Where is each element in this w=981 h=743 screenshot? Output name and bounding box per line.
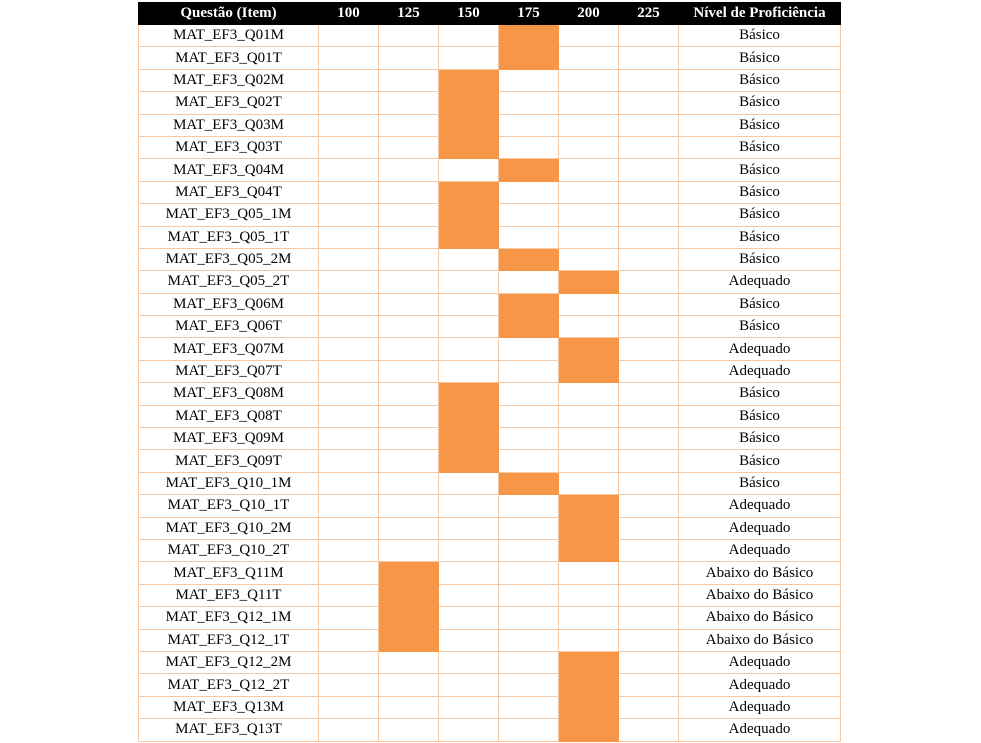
scale-mark-125 — [379, 584, 439, 606]
item-cell: MAT_EF3_Q09T — [139, 450, 319, 472]
scale-cell-225 — [619, 584, 679, 606]
item-cell: MAT_EF3_Q09M — [139, 428, 319, 450]
level-cell: Básico — [679, 92, 841, 114]
table-row — [139, 472, 841, 494]
scale-cell-200 — [559, 428, 619, 450]
scale-cell-125 — [379, 181, 439, 203]
scale-cell-150 — [439, 719, 499, 741]
table-row — [139, 114, 841, 136]
scale-mark-150 — [439, 114, 499, 136]
scale-cell-175 — [499, 607, 559, 629]
scale-cell-150 — [439, 360, 499, 382]
scale-cell-100 — [319, 316, 379, 338]
scale-mark-175 — [499, 25, 559, 47]
scale-cell-225 — [619, 136, 679, 158]
scale-cell-100 — [319, 114, 379, 136]
level-cell: Básico — [679, 159, 841, 181]
scale-cell-175 — [499, 383, 559, 405]
scale-cell-225 — [619, 383, 679, 405]
header-level: Nível de Proficiência — [679, 3, 841, 25]
table-row — [139, 316, 841, 338]
scale-cell-125 — [379, 136, 439, 158]
scale-cell-150 — [439, 629, 499, 651]
scale-cell-175 — [499, 338, 559, 360]
level-cell: Básico — [679, 69, 841, 91]
scale-cell-150 — [439, 159, 499, 181]
scale-cell-100 — [319, 607, 379, 629]
level-cell: Básico — [679, 47, 841, 69]
table-row — [139, 293, 841, 315]
header-scale-100: 100 — [319, 3, 379, 25]
table-row — [139, 271, 841, 293]
level-cell: Básico — [679, 114, 841, 136]
header-item: Questão (Item) — [139, 3, 319, 25]
scale-cell-100 — [319, 248, 379, 270]
scale-cell-125 — [379, 69, 439, 91]
scale-cell-200 — [559, 405, 619, 427]
scale-cell-125 — [379, 25, 439, 47]
scale-cell-125 — [379, 159, 439, 181]
scale-cell-125 — [379, 651, 439, 673]
scale-mark-150 — [439, 405, 499, 427]
scale-cell-175 — [499, 562, 559, 584]
scale-cell-125 — [379, 383, 439, 405]
scale-cell-225 — [619, 69, 679, 91]
level-cell: Adequado — [679, 495, 841, 517]
scale-cell-200 — [559, 629, 619, 651]
scale-cell-225 — [619, 159, 679, 181]
scale-cell-200 — [559, 383, 619, 405]
table-row — [139, 136, 841, 158]
scale-cell-175 — [499, 226, 559, 248]
scale-mark-125 — [379, 607, 439, 629]
scale-cell-225 — [619, 696, 679, 718]
scale-cell-100 — [319, 360, 379, 382]
scale-cell-200 — [559, 181, 619, 203]
scale-cell-225 — [619, 271, 679, 293]
scale-cell-200 — [559, 92, 619, 114]
item-cell: MAT_EF3_Q02T — [139, 92, 319, 114]
level-cell: Abaixo do Básico — [679, 607, 841, 629]
scale-cell-225 — [619, 405, 679, 427]
scale-mark-200 — [559, 338, 619, 360]
item-cell: MAT_EF3_Q06T — [139, 316, 319, 338]
scale-cell-225 — [619, 719, 679, 741]
scale-cell-225 — [619, 204, 679, 226]
scale-cell-175 — [499, 136, 559, 158]
scale-cell-175 — [499, 651, 559, 673]
scale-cell-125 — [379, 114, 439, 136]
table-row — [139, 47, 841, 69]
scale-mark-175 — [499, 159, 559, 181]
scale-cell-175 — [499, 360, 559, 382]
scale-cell-150 — [439, 584, 499, 606]
scale-cell-175 — [499, 428, 559, 450]
table-row — [139, 181, 841, 203]
scale-cell-225 — [619, 293, 679, 315]
scale-mark-200 — [559, 651, 619, 673]
scale-cell-200 — [559, 562, 619, 584]
scale-mark-175 — [499, 293, 559, 315]
scale-cell-125 — [379, 293, 439, 315]
scale-cell-150 — [439, 338, 499, 360]
table-row — [139, 607, 841, 629]
scale-cell-125 — [379, 271, 439, 293]
scale-mark-150 — [439, 204, 499, 226]
header-row — [139, 3, 841, 25]
scale-cell-100 — [319, 181, 379, 203]
scale-cell-175 — [499, 629, 559, 651]
level-cell: Básico — [679, 248, 841, 270]
item-cell: MAT_EF3_Q07T — [139, 360, 319, 382]
table-row — [139, 539, 841, 561]
scale-cell-225 — [619, 25, 679, 47]
table-row — [139, 428, 841, 450]
scale-cell-175 — [499, 539, 559, 561]
scale-cell-225 — [619, 674, 679, 696]
item-cell: MAT_EF3_Q12_1M — [139, 607, 319, 629]
scale-cell-100 — [319, 719, 379, 741]
scale-cell-125 — [379, 674, 439, 696]
scale-cell-125 — [379, 338, 439, 360]
item-cell: MAT_EF3_Q12_1T — [139, 629, 319, 651]
table-row — [139, 719, 841, 741]
scale-cell-150 — [439, 674, 499, 696]
scale-cell-225 — [619, 226, 679, 248]
level-cell: Básico — [679, 383, 841, 405]
item-cell: MAT_EF3_Q10_1M — [139, 472, 319, 494]
scale-cell-100 — [319, 495, 379, 517]
scale-cell-225 — [619, 629, 679, 651]
item-cell: MAT_EF3_Q05_1T — [139, 226, 319, 248]
scale-cell-175 — [499, 271, 559, 293]
scale-cell-125 — [379, 248, 439, 270]
table-row — [139, 204, 841, 226]
scale-cell-125 — [379, 719, 439, 741]
table-row — [139, 383, 841, 405]
item-cell: MAT_EF3_Q07M — [139, 338, 319, 360]
scale-cell-100 — [319, 428, 379, 450]
scale-mark-175 — [499, 472, 559, 494]
item-cell: MAT_EF3_Q08M — [139, 383, 319, 405]
item-cell: MAT_EF3_Q11M — [139, 562, 319, 584]
scale-cell-225 — [619, 92, 679, 114]
scale-cell-100 — [319, 651, 379, 673]
scale-cell-100 — [319, 204, 379, 226]
scale-cell-100 — [319, 136, 379, 158]
scale-mark-175 — [499, 248, 559, 270]
table-row — [139, 584, 841, 606]
scale-cell-225 — [619, 316, 679, 338]
scale-cell-200 — [559, 293, 619, 315]
scale-mark-150 — [439, 181, 499, 203]
table-row — [139, 92, 841, 114]
scale-cell-200 — [559, 316, 619, 338]
item-cell: MAT_EF3_Q05_1M — [139, 204, 319, 226]
scale-cell-100 — [319, 696, 379, 718]
header-scale-200: 200 — [559, 3, 619, 25]
item-cell: MAT_EF3_Q03M — [139, 114, 319, 136]
scale-cell-125 — [379, 204, 439, 226]
table-row — [139, 495, 841, 517]
level-cell: Básico — [679, 181, 841, 203]
table-row — [139, 674, 841, 696]
table-row — [139, 405, 841, 427]
scale-cell-125 — [379, 428, 439, 450]
table-row — [139, 226, 841, 248]
level-cell: Básico — [679, 25, 841, 47]
scale-mark-200 — [559, 674, 619, 696]
scale-mark-200 — [559, 271, 619, 293]
scale-cell-225 — [619, 47, 679, 69]
scale-cell-225 — [619, 562, 679, 584]
scale-cell-100 — [319, 271, 379, 293]
scale-cell-100 — [319, 405, 379, 427]
scale-cell-100 — [319, 450, 379, 472]
scale-cell-125 — [379, 539, 439, 561]
scale-cell-225 — [619, 651, 679, 673]
item-cell: MAT_EF3_Q11T — [139, 584, 319, 606]
scale-cell-200 — [559, 450, 619, 472]
scale-cell-175 — [499, 450, 559, 472]
scale-cell-175 — [499, 181, 559, 203]
scale-cell-100 — [319, 69, 379, 91]
scale-cell-200 — [559, 472, 619, 494]
level-cell: Adequado — [679, 651, 841, 673]
scale-mark-150 — [439, 450, 499, 472]
table-row — [139, 25, 841, 47]
scale-cell-225 — [619, 607, 679, 629]
item-cell: MAT_EF3_Q10_2T — [139, 539, 319, 561]
item-cell: MAT_EF3_Q10_1T — [139, 495, 319, 517]
scale-mark-200 — [559, 495, 619, 517]
scale-mark-200 — [559, 539, 619, 561]
scale-cell-125 — [379, 92, 439, 114]
item-cell: MAT_EF3_Q05_2T — [139, 271, 319, 293]
level-cell: Adequado — [679, 271, 841, 293]
level-cell: Básico — [679, 226, 841, 248]
level-cell: Adequado — [679, 719, 841, 741]
scale-cell-175 — [499, 114, 559, 136]
level-cell: Básico — [679, 428, 841, 450]
header-scale-125: 125 — [379, 3, 439, 25]
scale-cell-225 — [619, 495, 679, 517]
scale-cell-125 — [379, 360, 439, 382]
scale-cell-225 — [619, 450, 679, 472]
scale-mark-175 — [499, 316, 559, 338]
scale-cell-150 — [439, 316, 499, 338]
scale-cell-125 — [379, 472, 439, 494]
level-cell: Abaixo do Básico — [679, 562, 841, 584]
scale-cell-125 — [379, 450, 439, 472]
header-scale-175: 175 — [499, 3, 559, 25]
scale-cell-200 — [559, 69, 619, 91]
scale-cell-225 — [619, 114, 679, 136]
scale-cell-175 — [499, 204, 559, 226]
scale-cell-225 — [619, 181, 679, 203]
item-cell: MAT_EF3_Q04M — [139, 159, 319, 181]
scale-cell-125 — [379, 405, 439, 427]
scale-cell-175 — [499, 674, 559, 696]
item-cell: MAT_EF3_Q03T — [139, 136, 319, 158]
scale-cell-150 — [439, 696, 499, 718]
table-row — [139, 517, 841, 539]
header-scale-150: 150 — [439, 3, 499, 25]
level-cell: Abaixo do Básico — [679, 629, 841, 651]
table-row — [139, 69, 841, 91]
scale-cell-100 — [319, 383, 379, 405]
proficiency-table — [138, 2, 841, 742]
level-cell: Adequado — [679, 696, 841, 718]
scale-cell-200 — [559, 584, 619, 606]
table-row — [139, 562, 841, 584]
level-cell: Básico — [679, 450, 841, 472]
level-cell: Adequado — [679, 517, 841, 539]
scale-cell-100 — [319, 674, 379, 696]
scale-cell-175 — [499, 405, 559, 427]
level-cell: Básico — [679, 293, 841, 315]
scale-cell-150 — [439, 271, 499, 293]
scale-cell-125 — [379, 696, 439, 718]
scale-cell-175 — [499, 696, 559, 718]
scale-cell-225 — [619, 428, 679, 450]
item-cell: MAT_EF3_Q01M — [139, 25, 319, 47]
table-row — [139, 450, 841, 472]
item-cell: MAT_EF3_Q01T — [139, 47, 319, 69]
scale-cell-175 — [499, 584, 559, 606]
scale-cell-200 — [559, 114, 619, 136]
scale-cell-150 — [439, 495, 499, 517]
scale-mark-150 — [439, 92, 499, 114]
table-row — [139, 159, 841, 181]
scale-mark-150 — [439, 428, 499, 450]
scale-cell-150 — [439, 293, 499, 315]
scale-cell-125 — [379, 517, 439, 539]
scale-cell-100 — [319, 92, 379, 114]
table-row — [139, 360, 841, 382]
level-cell: Adequado — [679, 539, 841, 561]
scale-mark-175 — [499, 47, 559, 69]
scale-cell-225 — [619, 472, 679, 494]
scale-mark-200 — [559, 719, 619, 741]
table-row — [139, 651, 841, 673]
item-cell: MAT_EF3_Q06M — [139, 293, 319, 315]
scale-cell-100 — [319, 584, 379, 606]
scale-cell-175 — [499, 69, 559, 91]
scale-cell-200 — [559, 248, 619, 270]
scale-cell-225 — [619, 360, 679, 382]
item-cell: MAT_EF3_Q12_2M — [139, 651, 319, 673]
level-cell: Básico — [679, 405, 841, 427]
item-cell: MAT_EF3_Q13T — [139, 719, 319, 741]
scale-cell-225 — [619, 539, 679, 561]
scale-cell-100 — [319, 517, 379, 539]
scale-cell-150 — [439, 248, 499, 270]
scale-cell-150 — [439, 47, 499, 69]
scale-cell-225 — [619, 517, 679, 539]
scale-cell-100 — [319, 226, 379, 248]
item-cell: MAT_EF3_Q10_2M — [139, 517, 319, 539]
scale-cell-150 — [439, 651, 499, 673]
scale-cell-200 — [559, 226, 619, 248]
item-cell: MAT_EF3_Q05_2M — [139, 248, 319, 270]
scale-cell-100 — [319, 629, 379, 651]
table-body — [139, 25, 841, 742]
scale-cell-175 — [499, 495, 559, 517]
scale-cell-100 — [319, 562, 379, 584]
scale-mark-200 — [559, 696, 619, 718]
scale-cell-100 — [319, 293, 379, 315]
scale-mark-200 — [559, 360, 619, 382]
table-row — [139, 629, 841, 651]
scale-cell-200 — [559, 204, 619, 226]
scale-cell-100 — [319, 472, 379, 494]
scale-cell-200 — [559, 25, 619, 47]
level-cell: Básico — [679, 204, 841, 226]
scale-cell-150 — [439, 25, 499, 47]
scale-cell-225 — [619, 338, 679, 360]
scale-mark-125 — [379, 562, 439, 584]
level-cell: Básico — [679, 136, 841, 158]
scale-cell-125 — [379, 495, 439, 517]
scale-cell-200 — [559, 136, 619, 158]
scale-cell-175 — [499, 92, 559, 114]
scale-cell-125 — [379, 316, 439, 338]
scale-mark-150 — [439, 383, 499, 405]
scale-cell-175 — [499, 517, 559, 539]
level-cell: Básico — [679, 472, 841, 494]
table-row — [139, 338, 841, 360]
scale-mark-150 — [439, 136, 499, 158]
scale-cell-100 — [319, 47, 379, 69]
item-cell: MAT_EF3_Q02M — [139, 69, 319, 91]
table-row — [139, 248, 841, 270]
scale-cell-175 — [499, 719, 559, 741]
scale-cell-125 — [379, 226, 439, 248]
scale-cell-150 — [439, 517, 499, 539]
scale-cell-200 — [559, 159, 619, 181]
level-cell: Abaixo do Básico — [679, 584, 841, 606]
level-cell: Adequado — [679, 360, 841, 382]
scale-cell-150 — [439, 539, 499, 561]
scale-cell-200 — [559, 47, 619, 69]
item-cell: MAT_EF3_Q04T — [139, 181, 319, 203]
table-row — [139, 696, 841, 718]
item-cell: MAT_EF3_Q12_2T — [139, 674, 319, 696]
level-cell: Adequado — [679, 338, 841, 360]
scale-mark-200 — [559, 517, 619, 539]
level-cell: Básico — [679, 316, 841, 338]
scale-cell-150 — [439, 607, 499, 629]
header-scale-225: 225 — [619, 3, 679, 25]
scale-cell-125 — [379, 47, 439, 69]
level-cell: Adequado — [679, 674, 841, 696]
scale-mark-125 — [379, 629, 439, 651]
scale-cell-100 — [319, 25, 379, 47]
scale-cell-150 — [439, 562, 499, 584]
scale-cell-100 — [319, 539, 379, 561]
scale-cell-200 — [559, 607, 619, 629]
scale-cell-100 — [319, 159, 379, 181]
scale-mark-150 — [439, 226, 499, 248]
item-cell: MAT_EF3_Q08T — [139, 405, 319, 427]
scale-cell-150 — [439, 472, 499, 494]
item-cell: MAT_EF3_Q13M — [139, 696, 319, 718]
scale-cell-225 — [619, 248, 679, 270]
scale-cell-100 — [319, 338, 379, 360]
scale-mark-150 — [439, 69, 499, 91]
